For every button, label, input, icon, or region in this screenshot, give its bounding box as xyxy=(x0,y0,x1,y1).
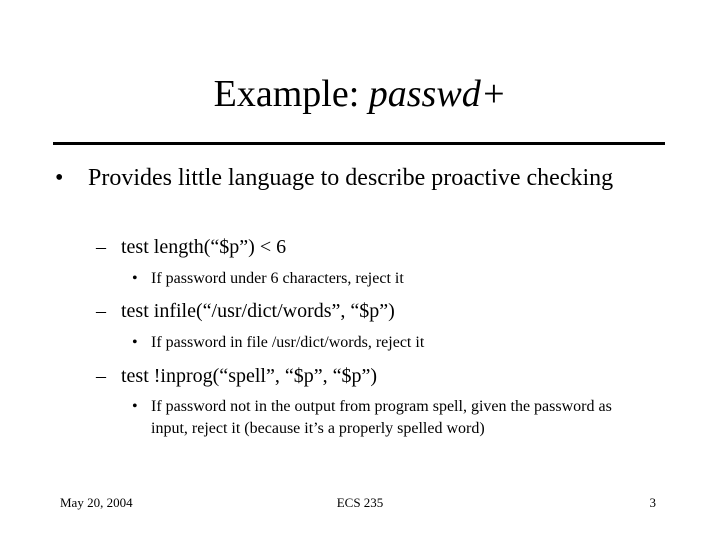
detail-text: If password under 6 characters, reject it xyxy=(151,270,404,287)
sub-bullet-text: test length(“$p”) < 6 xyxy=(121,236,287,258)
footer-date: May 20, 2004 xyxy=(60,495,133,510)
detail-bullet-infile xyxy=(132,332,632,354)
detail-marker: • xyxy=(132,334,138,351)
slide-title-prefix: Example: xyxy=(213,73,369,115)
dash-marker: – xyxy=(96,300,106,322)
detail-marker: • xyxy=(132,398,138,415)
bullet-marker: • xyxy=(55,165,64,191)
dash-marker: – xyxy=(96,236,106,258)
sub-bullet-infile xyxy=(96,298,676,324)
detail-text: If password in file /usr/dict/words, reject it xyxy=(151,334,425,351)
bullet-text: Provides little language to describe proactive checking xyxy=(88,165,614,191)
sub-bullet-length xyxy=(96,234,676,260)
detail-text: If password not in the output from program spell, given the password as input, reject it (because it’s a properly spelled word) xyxy=(151,398,612,437)
detail-marker: • xyxy=(132,270,138,287)
dash-marker: – xyxy=(96,365,106,387)
detail-bullet-inprog xyxy=(132,396,632,440)
sub-bullet-inprog xyxy=(96,363,676,389)
footer-page-number: 3 xyxy=(649,495,656,510)
bullet-level1 xyxy=(55,162,675,195)
footer-course: ECS 235 xyxy=(336,495,384,510)
slide-title-emphasis: passwd+ xyxy=(368,73,507,115)
sub-bullet-text: test !inprog(“spell”, “$p”, “$p”) xyxy=(121,365,378,387)
sub-bullet-text: test infile(“/usr/dict/words”, “$p”) xyxy=(121,300,395,322)
detail-bullet-length xyxy=(132,268,632,290)
